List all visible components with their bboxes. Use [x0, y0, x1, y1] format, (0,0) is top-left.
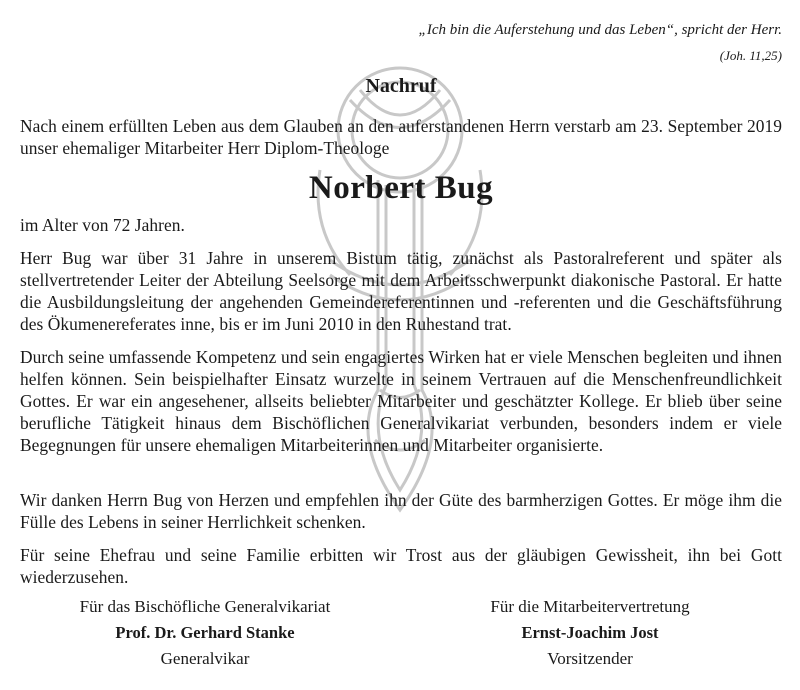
signature-left-name: Prof. Dr. Gerhard Stanke [115, 623, 295, 642]
signature-right-org: Für die Mitarbeitervertretung [490, 597, 690, 616]
signature-left-org: Für das Bischöfliche Generalvikariat [79, 597, 331, 616]
bible-reference: (Joh. 11,25) [719, 48, 782, 63]
obituary-notice [20, 0, 782, 690]
paragraph-family: Für seine Ehefrau und seine Familie erbitten wir Trost aus der gläubigen Gewissheit, ihn bei Gott wiederzusehen. [20, 545, 782, 587]
paragraph-career: Herr Bug war über 31 Jahre in unserem Bistum tätig, zunächst als Pastoralreferent und später als stellvertretender Leiter der Abteilung Seelsorge mit dem Arbeitsschwerpunkt diakonische Pastoral. Er hatte die Ausbildungsleitung der angehenden Gemeindereferentinnen und -referenten und die Geschäftsführung des Ökumenereferates inne, bis er im Juni 2010 in den Ruhestand trat. [20, 248, 782, 334]
bible-quote: „Ich bin die Auferstehung und das Leben“, spricht der Herr. [418, 22, 782, 38]
signature-right-name: Ernst-Joachim Jost [521, 623, 659, 642]
intro-paragraph: Nach einem erfüllten Leben aus dem Glauben an den auferstandenen Herrn verstarb am 23. September 2019 unser ehemaliger Mitarbeiter Herr Diplom-Theologe [20, 116, 782, 158]
paragraph-tribute: Durch seine umfassende Kompetenz und sein engagiertes Wirken hat er viele Menschen begleiten und ihnen helfen können. Sein beispielhafter Einsatz wurzelte in seinem Vertrauen auf die Menschenfreundlichkeit Gottes. Er war ein angesehener, allseits beliebter Mitarbeiter und geschätzter Kollege. Er blieb über seine berufliche Tätigkeit hinaus dem Bischöflichen Generalvikariat verbunden, besonders indem er viele Begegnungen für unsere ehemaligen Mitarbeiterinnen und Mitarbeiter organisierte. [20, 347, 782, 455]
paragraph-thanks: Wir danken Herrn Bug von Herzen und empfehlen ihn der Güte des barmherzigen Gottes. Er möge ihm die Fülle des Lebens in seiner Herrlichkeit schenken. [20, 490, 782, 532]
signature-right-title: Vorsitzender [547, 649, 633, 668]
deceased-name: Norbert Bug [308, 170, 494, 206]
signature-left-title: Generalvikar [160, 649, 250, 668]
age-line: im Alter von 72 Jahren. [20, 215, 185, 235]
signature-right [425, 594, 755, 672]
signature-left [40, 594, 370, 672]
page-title: Nachruf [365, 75, 437, 97]
